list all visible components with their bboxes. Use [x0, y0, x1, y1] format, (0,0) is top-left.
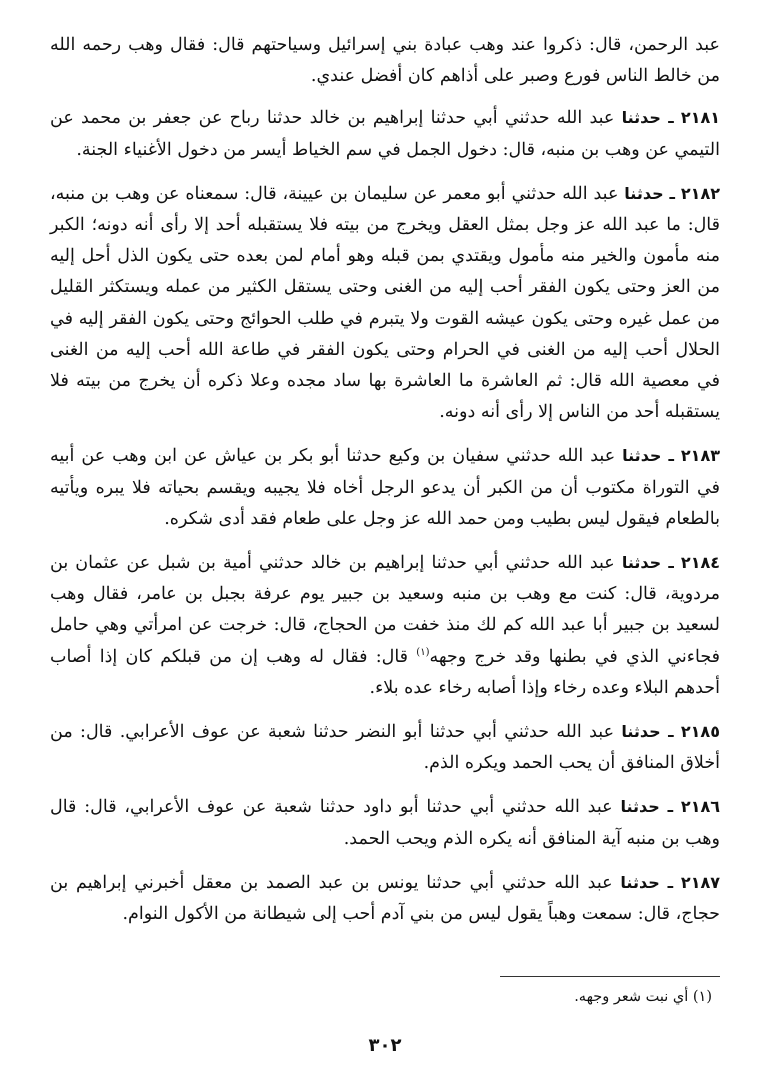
entry-number: ٢١٨٧ — [680, 872, 720, 892]
footnote-marker: (١) — [692, 989, 712, 1005]
entry-label: حدثنا — [621, 722, 661, 742]
entry-text: عبد الله حدثني أبي حدثنا إبراهيم بن خالد حدثني أمية بن شبل عن عثمان بن مردوية، قال: كنت مع وهب بن منبه وسعيد بن جبير يوم عرفة بجبل بن عامر، فقال وهب لسعيد بن جبير أبا عبد الله كم لك منذ خفت من الحجاج، قال: خرجت عن امرأتي وهي حامل فجاءني الذي في بطنها وقد خرج وجهه — [50, 553, 721, 667]
entry-text-after: قال: فقال له وهب إن من قبلكم كان إذا أصاب أحدهم البلاء وعده رخاء وإذا أصابه رخاء عده بلاء. — [50, 646, 720, 698]
entry-label: حدثنا — [624, 183, 664, 203]
entry-2181 — [50, 102, 720, 165]
footnote-ref[interactable]: (١) — [416, 646, 430, 658]
entry-2185 — [50, 716, 720, 779]
dash: ـ — [668, 722, 674, 742]
entry-text: عبد الله حدثني أبي حدثنا أبو النضر حدثنا شعبة عن عوف الأعرابي. قال: من أخلاق المنافق أن يحب الحمد ويكره الذم. — [50, 722, 720, 774]
entry-text: عبد الله حدثني أبو معمر عن سليمان بن عيينة، قال: سمعناه عن وهب بن منبه، قال: ما عبد الله عز وجل بمثل العقل ويخرج من بيته فلا يستقبله أحد إلا رأى أنه دونه؛ الكبر منه مأمون والخير منه مأمول ويقتدي بمن قبله وهو أمام لمن بعده حتى يكون الذل أحل إليه من العز وحتى يكون الفقر أحب إليه من الغنى وحتى يستقل الكثير من عمله ويستكثر القليل من عمل غيره وحتى يكون عيشه القوت ولا يتبرم في طلب الحوائج وحتى يكون الفقر إليه في الحلال أحب إليه من الغنى في الحرام وحتى يكون الفقر في طاعة الله أحب إليه من الغنى في معصية الله قال: ثم العاشرة ما العاشرة بها ساد مجده وعلا ذكره أن يخرج من بيته فلا يستقبله أحد من الناس إلا رأى أنه دونه. — [50, 183, 720, 423]
entry-continuation — [50, 30, 720, 92]
entry-2184 — [50, 547, 720, 704]
entry-label: حدثنا — [621, 108, 661, 128]
entry-number: ٢١٨١ — [680, 108, 720, 128]
dash: ـ — [668, 553, 674, 573]
entry-2183 — [50, 440, 720, 535]
entry-number: ٢١٨٤ — [680, 553, 720, 573]
entry-label: حدثنا — [621, 553, 662, 573]
page-number: ٣٠٢ — [368, 1035, 402, 1056]
dash: ـ — [669, 183, 675, 203]
entry-2182 — [50, 178, 720, 429]
dash: ـ — [668, 446, 674, 466]
entry-text: عبد الرحمن، قال: ذكروا عند وهب عبادة بني إسرائيل وسياحتهم قال: فقال وهب رحمه الله من خالط الناس فورع وصبر على أذاهم كان أفضل عندي. — [50, 35, 720, 87]
entry-number: ٢١٨٢ — [680, 183, 720, 203]
footnote-text: أي نبت شعر وجهه. — [574, 989, 689, 1005]
entry-2187 — [50, 867, 720, 930]
dash: ـ — [667, 872, 674, 892]
footnote — [112, 986, 712, 1008]
entry-label: حدثنا — [620, 797, 660, 817]
dash: ـ — [667, 797, 674, 817]
dash: ـ — [668, 108, 674, 128]
entry-number: ٢١٨٦ — [680, 797, 720, 817]
entry-label: حدثنا — [622, 446, 662, 466]
entry-2186 — [50, 791, 720, 854]
footnote-divider — [500, 976, 720, 977]
page — [50, 30, 720, 1070]
entry-text: عبد الله حدثني سفيان بن وكيع حدثنا أبو بكر بن عياش عن ابن وهب عن أبيه في التوراة مكتوب أن من الكبر أن يدعو الرجل أخاه فلا يجيبه ويقسم بحياته فلا يبره ويأتيه بالطعام فيقول ليس بطيب ومن حمد الله عز وجل على طعام فقد أدى شكره. — [50, 446, 720, 529]
entry-text: عبد الله حدثني أبي حدثنا إبراهيم بن خالد حدثنا رباح عن جعفر بن محمد عن التيمي عن وهب بن منبه، قال: دخول الجمل في سم الخياط أيسر من دخول الأغنياء الجنة. — [50, 108, 720, 160]
entry-number: ٢١٨٥ — [680, 722, 720, 742]
entry-text: عبد الله حدثني أبي حدثنا أبو داود حدثنا شعبة عن عوف الأعرابي، قال: قال وهب بن منبه آية المنافق أنه يكره الذم ويحب الحمد. — [50, 797, 720, 849]
entry-number: ٢١٨٣ — [680, 446, 720, 466]
entry-label: حدثنا — [620, 872, 660, 892]
entry-text: عبد الله حدثني أبي حدثنا يونس بن عبد الصمد بن معقل أخبرني إبراهيم بن حجاج، قال: سمعت وهباً يقول ليس من بني آدم أحب إلى شيطانة من الأكول النوام. — [50, 872, 720, 925]
